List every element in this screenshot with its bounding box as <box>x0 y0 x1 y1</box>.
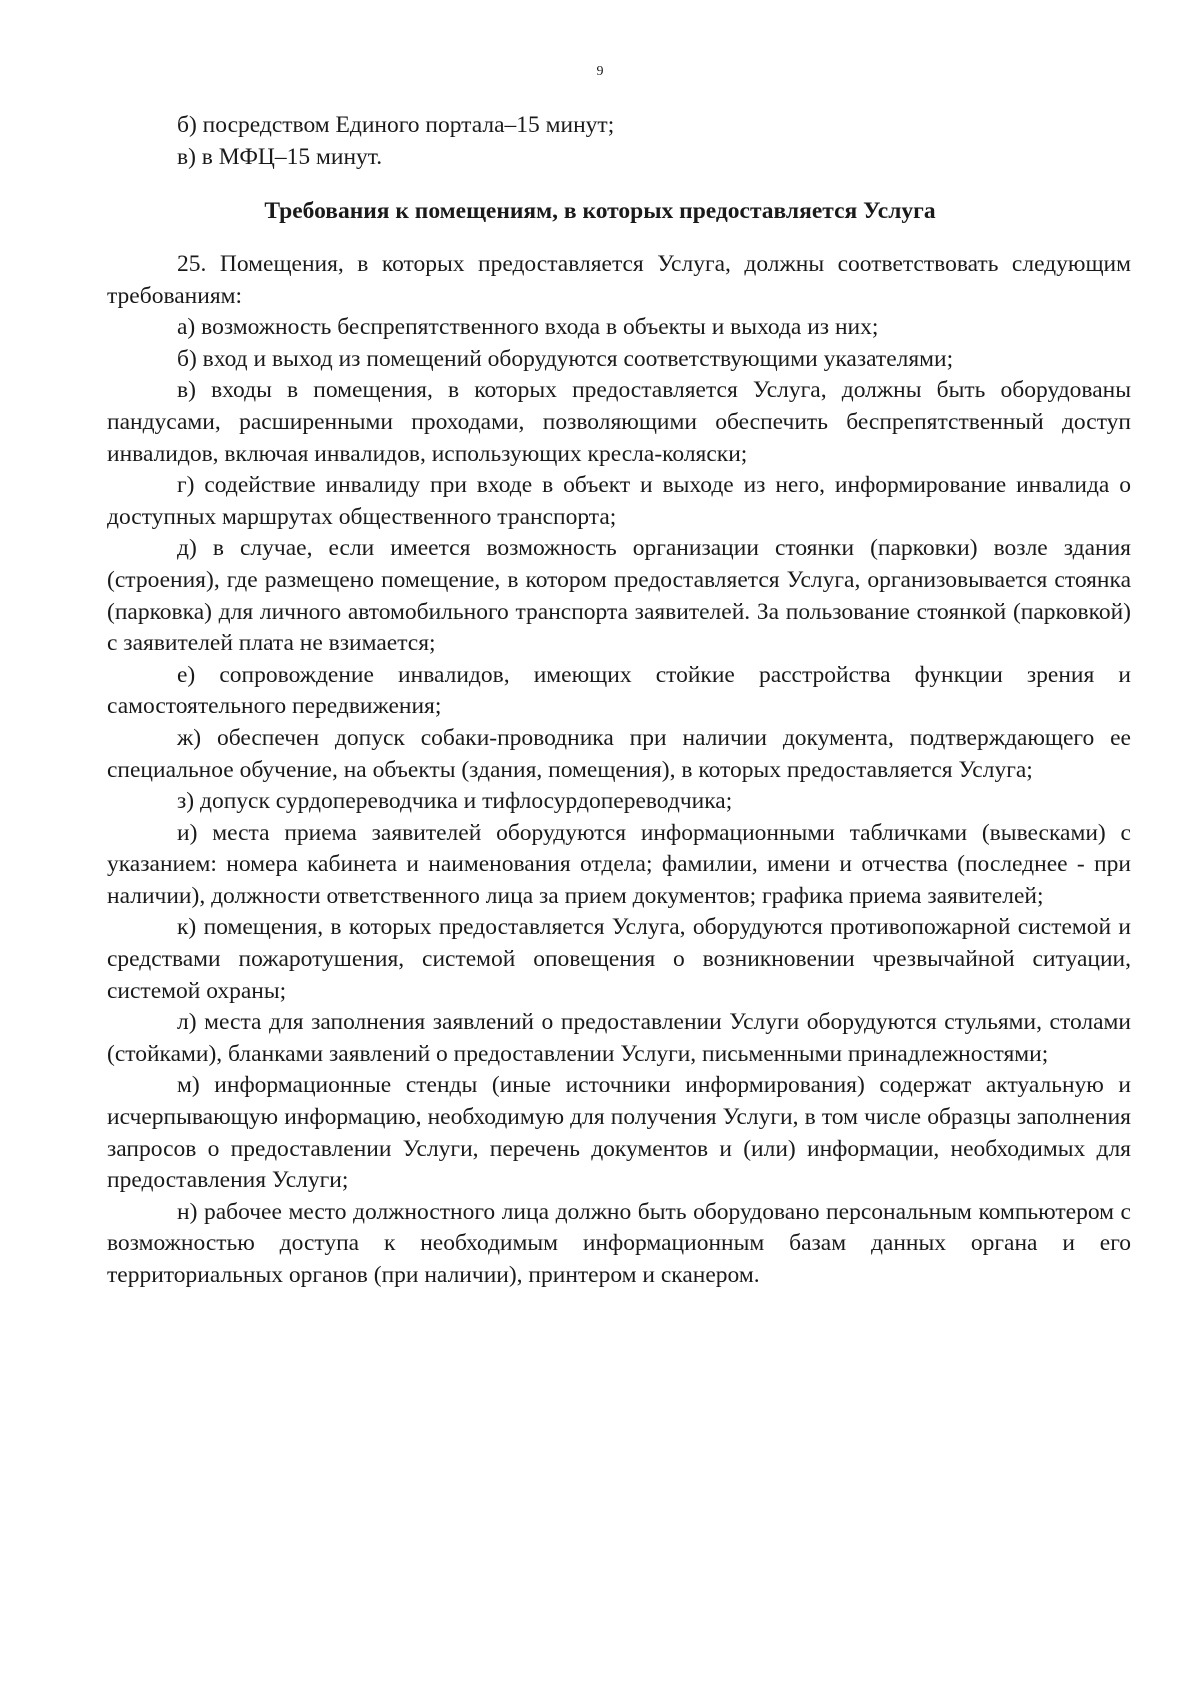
list-item: и) места приема заявителей оборудуются информационными табличками (вывесками) с указанием: номера кабинета и наименования отдела; фамилии, имени и отчества (последнее - при наличии), должности ответственного лица за прием документов; графика приема заявителей; <box>107 819 1131 909</box>
paragraph-intro: 25. Помещения, в которых предоставляется Услуга, должны соответствовать следующим требованиям: <box>107 251 1131 309</box>
list-item: ж) обеспечен допуск собаки-проводника при наличии документа, подтверждающего ее специальное обучение, на объекты (здания, помещения), в которых предоставляется Услуга; <box>107 724 1131 783</box>
list-item: н) рабочее место должностного лица должно быть оборудовано персональным компьютером с возможностью доступа к необходимым информационным базам данных органа и его территориальных органов (при наличии), принтером и сканером. <box>107 1198 1131 1288</box>
page-number: 9 <box>596 64 604 79</box>
list-item: б) посредством Единого портала–15 минут; <box>177 112 615 138</box>
list-item: а) возможность беспрепятственного входа в объекты и выхода из них; <box>177 314 879 341</box>
list-item: г) содействие инвалиду при входе в объект и выходе из него, информирование инвалида о доступных маршрутах общественного транспорта; <box>107 472 1131 530</box>
list-item: к) помещения, в которых предоставляется Услуга, оборудуются противопожарной системой и средствами пожаротушения, системой оповещения о возникновении чрезвычайной ситуации, системой охраны; <box>107 914 1131 1004</box>
section-heading: Требования к помещениям, в которых предоставляется Услуга <box>264 198 936 224</box>
list-item: е) сопровождение инвалидов, имеющих стойкие расстройства функции зрения и самостоятельного передвижения; <box>107 661 1131 720</box>
list-item: д) в случае, если имеется возможность организации стоянки (парковки) возле здания (строения), где размещено помещение, в котором предоставляется Услуга, организовывается стоянка (парковка) для личного автомобильного транспорта заявителей. За пользование стоянкой (парковкой) с заявителей плата не взимается; <box>107 535 1131 657</box>
list-item: в) входы в помещения, в которых предоставляется Услуга, должны быть оборудованы пандусами, расширенными проходами, позволяющими обеспечить беспрепятственный доступ инвалидов, включая инвалидов, использующих кресла-коляски; <box>107 377 1131 467</box>
list-item: м) информационные стенды (иные источники информирования) содержат актуальную и исчерпывающую информацию, необходимую для получения Услуги, в том числе образцы заполнения запросов о предоставлении Услуги, перечень документов и (или) информации, необходимых для предоставления Услуги; <box>107 1072 1131 1194</box>
requirements-body <box>107 249 1131 1292</box>
top-items <box>107 110 1131 173</box>
list-item: з) допуск сурдопереводчика и тифлосурдопереводчика; <box>177 788 733 815</box>
list-item: б) вход и выход из помещений оборудуются соответствующими указателями; <box>177 345 954 372</box>
list-item: в) в МФЦ–15 минут. <box>177 143 383 170</box>
list-item: л) места для заполнения заявлений о предоставлении Услуги оборудуются стульями, столами (стойками), бланками заявлений о предоставлении Услуги, письменными принадлежностями; <box>107 1009 1131 1067</box>
